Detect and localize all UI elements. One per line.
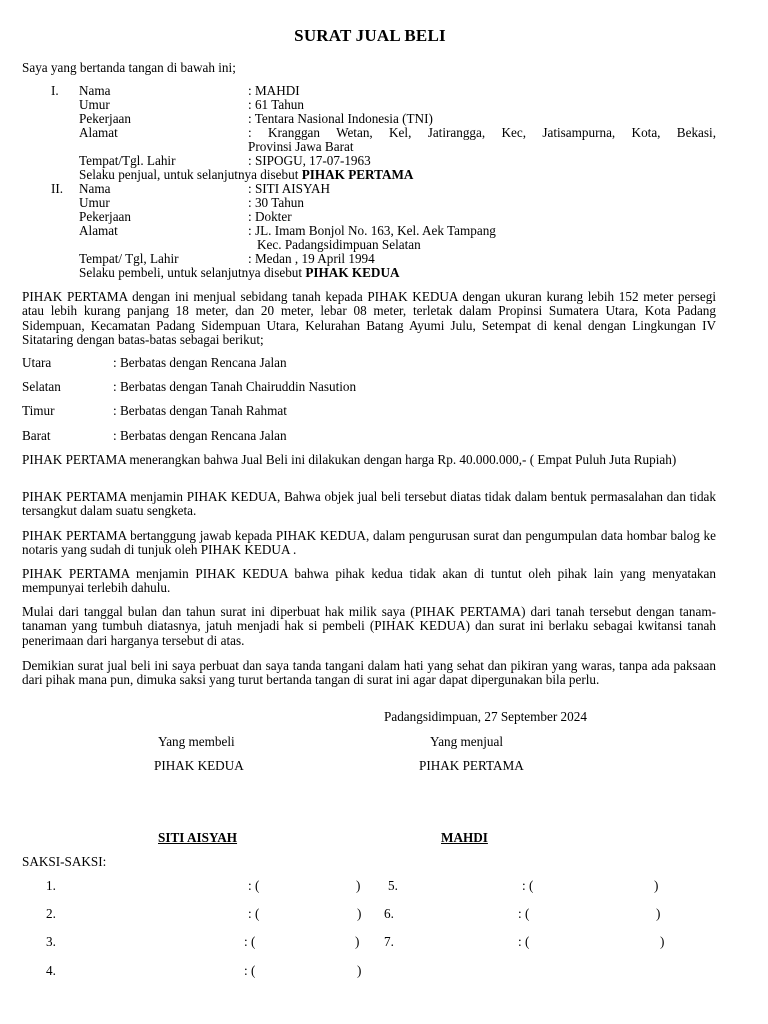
responsibility-paragraph: PIHAK PERTAMA bertanggung jawab kepada PIHAK KEDUA, dalam pengurusan surat dan pengumpulan data hombar balog ke notaris yang sudah di tunjuk oleh PIHAK KEDUA . — [22, 528, 716, 558]
witness-6-close: ) — [656, 906, 661, 921]
party2-role-name: PIHAK KEDUA — [305, 265, 400, 280]
party2-job-value: : Dokter — [248, 209, 292, 224]
party1-address-value-2: Provinsi Jawa Barat — [248, 139, 354, 154]
border-south-value: : Berbatas dengan Tanah Chairuddin Nasution — [113, 379, 357, 394]
no-claim-paragraph: PIHAK PERTAMA menjamin PIHAK KEDUA bahwa pihak kedua tidak akan di tuntut oleh pihak lain yang menyatakan mempunyai terlebih dahulu. — [22, 566, 716, 596]
party2-name-label: Nama — [79, 181, 111, 196]
witness-1-colon: : ( — [248, 878, 260, 893]
witness-4-number: 4. — [46, 963, 56, 978]
place-date: Padangsidimpuan, 27 September 2024 — [384, 709, 587, 724]
seller-label: Yang menjual — [430, 734, 504, 749]
border-south-label: Selatan — [22, 379, 61, 394]
witness-2-colon: : ( — [248, 906, 260, 921]
party1-role — [79, 168, 413, 182]
witness-5-close: ) — [654, 878, 659, 893]
witness-7-number: 7. — [384, 934, 394, 949]
party2-number: II. — [51, 181, 64, 196]
witness-7-colon: : ( — [518, 934, 530, 949]
witness-3-colon: : ( — [244, 934, 256, 949]
seller-party: PIHAK PERTAMA — [419, 758, 524, 773]
guarantee-paragraph: PIHAK PERTAMA menjamin PIHAK KEDUA, Bahwa objek jual beli tersebut diatas tidak dalam bentuk permasalahan dan tidak tersangkut dalam suatu sengketa. — [22, 489, 716, 519]
land-paragraph: PIHAK PERTAMA dengan ini menjual sebidang tanah kepada PIHAK KEDUA dengan ukuran kurang lebih 152 meter persegi atau lebih kurang panjang 18 meter, dan 20 meter, lebar 08 meter, terletak dalam Propinsi Sumatera Utara, Kota Padang Sidempuan, Kecamatan Padang Sidempuan Utara, Kelurahan Batang Ayumi Julu, Setempat di kenal dengan Lingkungan IV Sitataring dengan batas-batas sebagai berikut; — [22, 289, 716, 348]
party1-name-value: : MAHDI — [248, 83, 300, 98]
party2-role-text: Selaku pembeli, untuk selanjutnya disebut — [79, 265, 306, 280]
party1-name-label: Nama — [79, 83, 111, 98]
party1-role-name: PIHAK PERTAMA — [301, 167, 414, 182]
party2-age-label: Umur — [79, 195, 110, 210]
border-west-label: Barat — [22, 428, 51, 443]
party2-job-label: Pekerjaan — [79, 209, 131, 224]
party2-birth-label: Tempat/ Tgl, Lahir — [79, 251, 179, 266]
witness-3-number: 3. — [46, 934, 56, 949]
party1-address-value: : Kranggan Wetan, Kel, Jatirangga, Kec, Jatisampurna, Kota, Bekasi, — [248, 125, 716, 140]
party1-role-text: Selaku penjual, untuk selanjutnya disebut — [79, 167, 302, 182]
party2-role — [79, 266, 400, 280]
party2-address-label: Alamat — [79, 223, 118, 238]
party1-birth-label: Tempat/Tgl. Lahir — [79, 153, 176, 168]
buyer-signature-name: SITI AISYAH — [158, 830, 238, 845]
witness-7-close: ) — [660, 934, 665, 949]
witness-2-close: ) — [357, 906, 362, 921]
party2-address-value: : JL. Imam Bonjol No. 163, Kel. Aek Tampang — [248, 223, 496, 238]
witness-6-number: 6. — [384, 906, 394, 921]
price-paragraph: PIHAK PERTAMA menerangkan bahwa Jual Beli ini dilakukan dengan harga Rp. 40.000.000,- ( Empat Puluh Juta Rupiah) — [22, 452, 677, 467]
witness-6-colon: : ( — [518, 906, 530, 921]
witness-heading: SAKSI-SAKSI: — [22, 854, 107, 869]
border-east-label: Timur — [22, 403, 55, 418]
party1-job-label: Pekerjaan — [79, 111, 131, 126]
closing-paragraph: Demikian surat jual beli ini saya perbuat dan saya tanda tangani dalam hati yang sehat dan pikiran yang waras, tanpa ada paksaan dari pihak mana pun, dimuka saksi yang turut bertanda tangan di surat ini agar dapat dipergunakan bila perlu. — [22, 658, 716, 688]
witness-1-close: ) — [356, 878, 361, 893]
party1-number: I. — [51, 83, 59, 98]
witness-2-number: 2. — [46, 906, 56, 921]
party2-name-value: : SITI AISYAH — [248, 181, 331, 196]
witness-4-close: ) — [357, 963, 362, 978]
party1-age-value: : 61 Tahun — [248, 97, 304, 112]
party1-address-label: Alamat — [79, 125, 118, 140]
buyer-label: Yang membeli — [158, 734, 235, 749]
party2-birth-value: : Medan , 19 April 1994 — [248, 251, 375, 266]
border-north-value: : Berbatas dengan Rencana Jalan — [113, 355, 287, 370]
witness-5-colon: : ( — [522, 878, 534, 893]
seller-signature-name: MAHDI — [441, 830, 488, 845]
document-title: SURAT JUAL BELI — [294, 26, 446, 45]
party1-birth-value: : SIPOGU, 17-07-1963 — [248, 153, 371, 168]
witness-1-number: 1. — [46, 878, 56, 893]
witness-4-colon: : ( — [244, 963, 256, 978]
border-north-label: Utara — [22, 355, 52, 370]
witness-5-number: 5. — [388, 878, 398, 893]
ownership-paragraph: Mulai dari tanggal bulan dan tahun surat ini diperbuat hak milik saya (PIHAK PERTAMA) dari tanah tersebut dengan tanam-tanaman yang tumbuh diatasnya, jatuh menjadi hak si pembeli (PIHAK KEDUA) dan surat ini berlaku sebagai kwitansi tanah penerimaan dari harganya tersebut di atas. — [22, 604, 716, 648]
buyer-party: PIHAK KEDUA — [154, 758, 244, 773]
border-east-value: : Berbatas dengan Tanah Rahmat — [113, 403, 287, 418]
border-west-value: : Berbatas dengan Rencana Jalan — [113, 428, 287, 443]
party2-age-value: : 30 Tahun — [248, 195, 304, 210]
party2-address-value-2: Kec. Padangsidimpuan Selatan — [257, 237, 421, 252]
witness-3-close: ) — [355, 934, 360, 949]
party1-age-label: Umur — [79, 97, 110, 112]
party1-job-value: : Tentara Nasional Indonesia (TNI) — [248, 111, 433, 126]
intro-text: Saya yang bertanda tangan di bawah ini; — [22, 60, 236, 75]
